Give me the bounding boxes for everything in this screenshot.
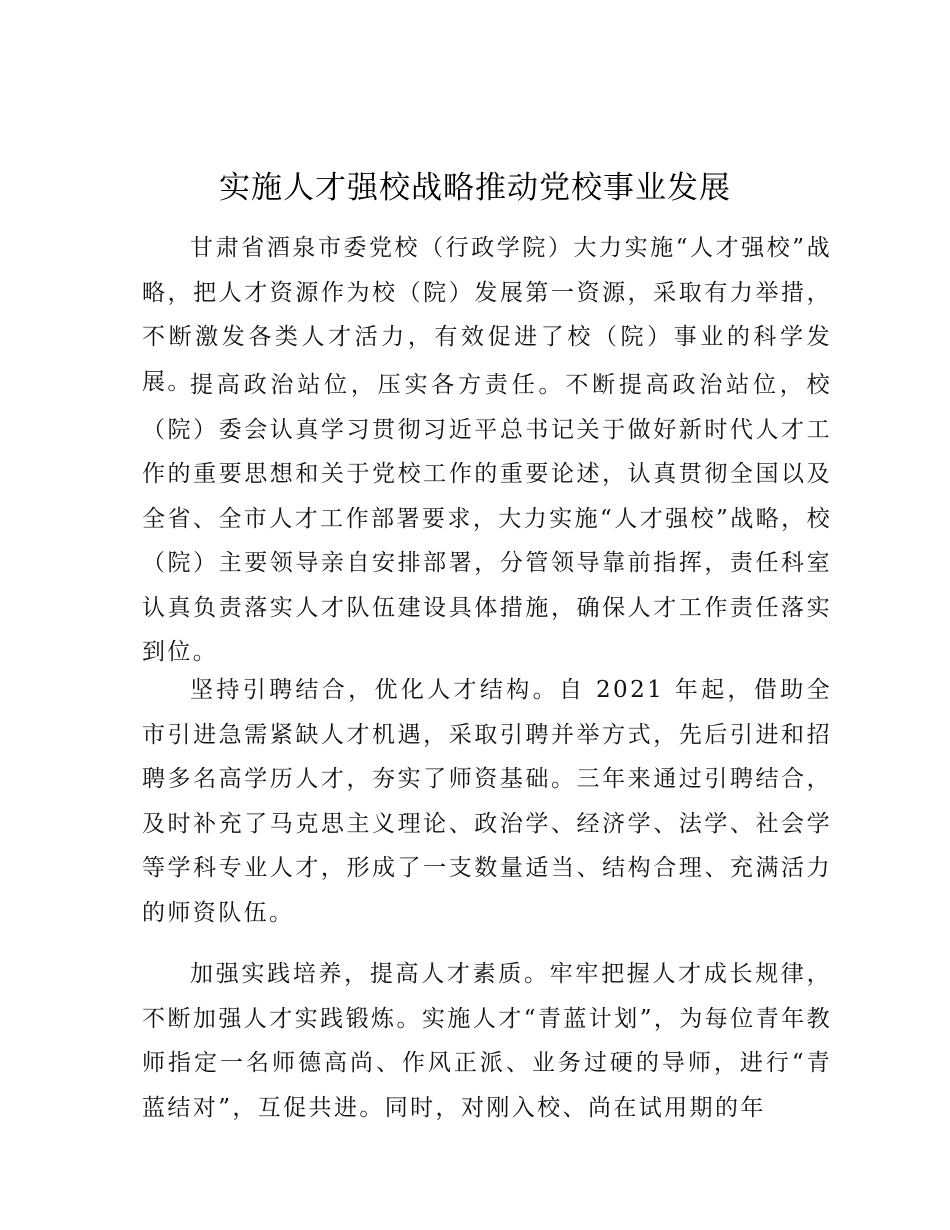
paragraph-practice-training: 加强实践培养，提高人才素质。牢牢把握人才成长规律，不断加强人才实践锻炼。实施人才“青蓝计划”，为每位青年教师指定一名师德高尚、作风正派、业务过硬的导师，进行“青蓝结对”，互促共进。同时，对刚入校、尚在试用期的年 (142, 961, 832, 1121)
paragraph-recruitment: 坚持引聘结合，优化人才结构。自 2021 年起，借助全市引进急需紧缺人才机遇，采取引聘并举方式，先后引进和招聘多名高学历人才，夯实了师资基础。三年来通过引聘结合，及时补充了马克思主义理论、政治学、经济学、法学、社会学等学科专业人才，形成了一支数量适当、结构合理、充满活力的师资队伍。 (142, 677, 832, 926)
document-title: 实施人才强校战略推动党校事业发展 (219, 170, 731, 206)
paragraph-intro: 甘肃省酒泉市委党校（行政学院）大力实施“人才强校”战略，把人才资源作为校（院）发展第一资源，采取有力举措，不断激发各类人才活力，有效促进了校（院）事业的科学发展。 (142, 235, 832, 395)
paragraph-political-stance: 提高政治站位，压实各方责任。不断提高政治站位，校（院）委会认真学习贯彻习近平总书记关于做好新时代人才工作的重要思想和关于党校工作的重要论述，认真贯彻全国以及全省、全市人才工作部署要求，大力实施“人才强校”战略，校（院）主要领导亲自安排部署，分管领导靠前指挥，责任科室认真负责落实人才队伍建设具体措施，确保人才工作责任落实到位。 (142, 372, 832, 665)
